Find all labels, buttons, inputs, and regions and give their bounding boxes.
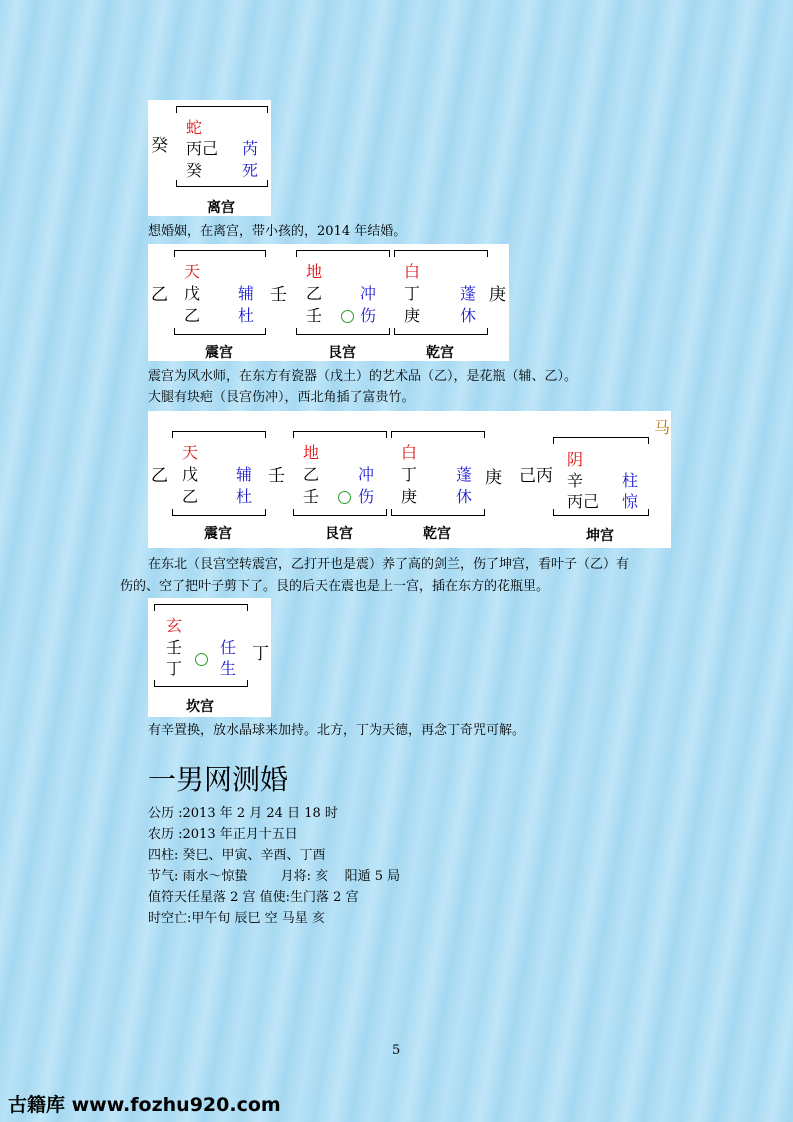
deity: 蛇 xyxy=(186,118,203,137)
earth-stem: 庚 xyxy=(404,306,421,325)
side-stem: 乙 xyxy=(151,285,168,305)
earth-stem: 丙己 xyxy=(567,492,600,511)
earth-stem: 壬 xyxy=(303,487,320,506)
section-heading: 一男网测婚 xyxy=(148,763,289,796)
earth-stem: 乙 xyxy=(182,487,199,506)
door: 杜 xyxy=(236,487,253,506)
paragraph: 在东北（艮宫空转震宫，乙打开也是震）养了高的剑兰，伤了坤宫，看叶子（乙）有 xyxy=(148,557,630,572)
side-stem: 乙 xyxy=(151,466,168,486)
info-line: 时空亡:甲午旬 辰巳 空 马星 亥 xyxy=(148,911,325,926)
deity: 天 xyxy=(182,443,199,462)
heaven-stem: 丙己 xyxy=(186,139,219,158)
star: 辅 xyxy=(238,284,255,303)
paragraph: 想婚姻，在离宫，带小孩的，2014 年结婚。 xyxy=(148,224,407,239)
paragraph: 伤的、空了把叶子剪下了。艮的后天在震也是上一宫，插在东方的花瓶里。 xyxy=(120,579,550,594)
gong-name: 震宫 xyxy=(205,345,233,361)
info-line: 四柱: 癸巳、甲寅、辛酉、丁酉 xyxy=(148,848,326,863)
info-line: 农历 :2013 年正月十五日 xyxy=(148,827,298,842)
gong-name: 艮宫 xyxy=(325,526,353,542)
gong-name: 坎宫 xyxy=(186,699,214,715)
gong-name: 坤宫 xyxy=(586,528,614,544)
gong-name: 震宫 xyxy=(204,526,232,542)
deity: 天 xyxy=(184,262,201,281)
heaven-stem: 戊 xyxy=(182,465,199,484)
side-stem: 壬 xyxy=(270,285,287,305)
star: 冲 xyxy=(358,465,375,484)
gong-name: 乾宫 xyxy=(423,526,451,542)
kong-circle-icon xyxy=(341,310,354,323)
earth-stem: 庚 xyxy=(401,487,418,506)
star: 柱 xyxy=(622,471,639,490)
gong-name: 离宫 xyxy=(207,200,235,216)
deity: 白 xyxy=(401,443,418,462)
deity: 玄 xyxy=(166,616,183,635)
deity: 白 xyxy=(404,262,421,281)
deity: 地 xyxy=(306,262,323,281)
horse-star-mark: 马 xyxy=(654,418,671,437)
kong-circle-icon xyxy=(195,653,208,666)
side-stem: 癸 xyxy=(151,136,168,156)
heaven-stem: 辛 xyxy=(567,471,584,490)
heaven-stem: 乙 xyxy=(306,284,323,303)
heaven-stem: 壬 xyxy=(166,638,183,657)
heaven-stem: 乙 xyxy=(303,465,320,484)
earth-stem: 乙 xyxy=(184,306,201,325)
chart-li-gong xyxy=(148,100,271,216)
earth-stem: 癸 xyxy=(186,161,203,180)
star: 芮 xyxy=(242,139,259,158)
heaven-stem: 戊 xyxy=(184,284,201,303)
door: 死 xyxy=(242,161,259,180)
door: 伤 xyxy=(358,487,375,506)
door: 伤 xyxy=(360,306,377,325)
paragraph: 有辛置换，放水晶球来加持。北方，丁为天德，再念丁奇咒可解。 xyxy=(148,723,526,738)
door: 休 xyxy=(460,306,477,325)
side-stem: 己丙 xyxy=(519,466,553,486)
heaven-stem: 丁 xyxy=(404,284,421,303)
side-stem: 壬 xyxy=(268,466,285,486)
info-line: 节气: 雨水～惊蛰 月将: 亥 阳遁 5 局 xyxy=(148,869,401,884)
star: 冲 xyxy=(360,284,377,303)
info-line: 值符天任星落 2 宫 值使:生门落 2 宫 xyxy=(148,890,359,905)
deity: 地 xyxy=(303,443,320,462)
star: 辅 xyxy=(236,465,253,484)
chart-kan-gong xyxy=(148,598,271,717)
star: 蓬 xyxy=(460,284,477,303)
door: 休 xyxy=(456,487,473,506)
gong-name: 乾宫 xyxy=(426,345,454,361)
deity: 阴 xyxy=(567,450,584,469)
side-stem: 庚 xyxy=(489,285,506,305)
star: 蓬 xyxy=(456,465,473,484)
kong-circle-icon xyxy=(338,491,351,504)
earth-stem: 丁 xyxy=(166,659,183,678)
door: 生 xyxy=(220,659,237,678)
door: 杜 xyxy=(238,306,255,325)
paragraph: 大腿有块疤（艮宫伤冲），西北角插了富贵竹。 xyxy=(148,390,415,405)
chart-zhen-gen-qian xyxy=(148,244,509,361)
side-stem: 丁 xyxy=(252,644,269,664)
chart-four-gongs xyxy=(148,411,671,548)
door: 惊 xyxy=(622,492,639,511)
footer-watermark: 古籍库 www.fozhu920.com xyxy=(8,1094,281,1116)
side-stem: 庚 xyxy=(485,468,502,488)
star: 任 xyxy=(220,638,237,657)
info-line: 公历 :2013 年 2 月 24 日 18 时 xyxy=(148,806,338,821)
gong-name: 艮宫 xyxy=(328,345,356,361)
page-number: 5 xyxy=(392,1043,401,1058)
earth-stem: 壬 xyxy=(306,306,323,325)
paragraph: 震宫为风水师，在东方有瓷器（戊土）的艺术品（乙），是花瓶（辅、乙）。 xyxy=(148,369,578,384)
heaven-stem: 丁 xyxy=(401,465,418,484)
